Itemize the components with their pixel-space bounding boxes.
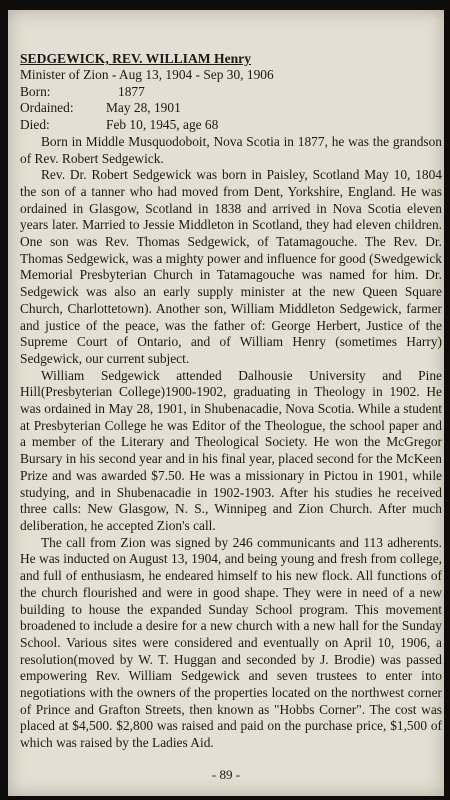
fact-value: May 28, 1901 <box>106 100 181 116</box>
paragraph-zion-call: The call from Zion was signed by 246 communicants and 113 adherents. He was inducted on August 13, 1904, and being young and fresh from college, and full of enthusiasm, he endeared himself to his new flock. All functions of the church flourished and were in good shape. They were in need of a new building to house the expanded Sunday School program. This movement broadened to include a desire for a new church with a new hall for the Sunday School. Various sites were considered and eventually on April 10, 1906, a resolution(moved by W. T. Huggan and seconded by J. Brodie) was passed empowering Rev. William Sedgewick and seven trustees to enter into negotiations with the owners of the properties located on the northwest corner of Prince and Grafton Streets, then known as "Hobbs Corner". The cost was placed at $4,500. $2,800 was raised and paid on the purchase price, $1,500 of which was raised by the Ladies Aid. <box>20 534 442 751</box>
paragraph-birthplace: Born in Middle Musquodoboit, Nova Scotia in 1877, he was the grandson of Rev. Robert Sedgewick. <box>20 133 442 166</box>
fact-ordained <box>20 100 442 117</box>
fact-born <box>20 84 442 101</box>
minister-tenure: Minister of Zion - Aug 13, 1904 - Sep 30, 1906 <box>20 67 274 82</box>
fact-value: 1877 <box>118 83 145 99</box>
paragraph-grandfather: Rev. Dr. Robert Sedgewick was born in Paisley, Scotland May 10, 1804 the son of a tanner who had moved from Dent, Yorkshire, England. He was ordained in Glasgow, Scotland in 1838 and arrived in Nova Scotia eleven years later. Married to Jessie Middleton in Scotland, they had eleven children. One son was Rev. Thomas Sedgewick, of Tatamagouche. The Rev. Dr. Thomas Sedgewick, was a mighty power and influence for good (Swedgewick Memorial Presbyterian Church in Tatamagouche was named for him. Dr. Sedgewick was also an early supply minister at the new Queen Square Church, Charlottetown). Another son, William Middleton Sedgewick, farmer and justice of the peace, was the father of: George Herbert, Justice of the Supreme Court of Ontario, and of William Henry (sometimes Harry) Sedgewick, our current subject. <box>20 167 442 366</box>
fact-died <box>20 117 442 134</box>
paragraph-education: William Sedgewick attended Dalhousie University and Pine Hill(Presbyterian College)1900-1902, graduating in Theology in 1902. He was ordained in May 28, 1901, in Shubenacadie, Nova Scotia. While a student at Presbyterian College he was Editor of the Theologue, the school paper and a member of the Literary and Theological Society. He won the McGregor Bursary in his second year and in his final year, placed second for the McKeen Prize and was awarded $7.50. He was a missionary in Pictou in 1901, while studying, and in Shubenacadie in 1902-1903. After his studies he received three calls: New Glasgow, N. S., Winnipeg and Zion Church. After much deliberation, he accepted Zion's call. <box>20 367 442 533</box>
fact-label: Born: <box>20 83 51 99</box>
page-content <box>20 50 442 752</box>
fact-label: Died: <box>20 117 50 133</box>
fact-value: Feb 10, 1945, age 68 <box>106 117 219 133</box>
entry-heading: SEDGEWICK, REV. WILLIAM Henry <box>20 51 252 66</box>
fact-label: Ordained: <box>20 100 74 116</box>
page-number: - 89 - <box>211 767 241 782</box>
book-page <box>8 10 444 796</box>
